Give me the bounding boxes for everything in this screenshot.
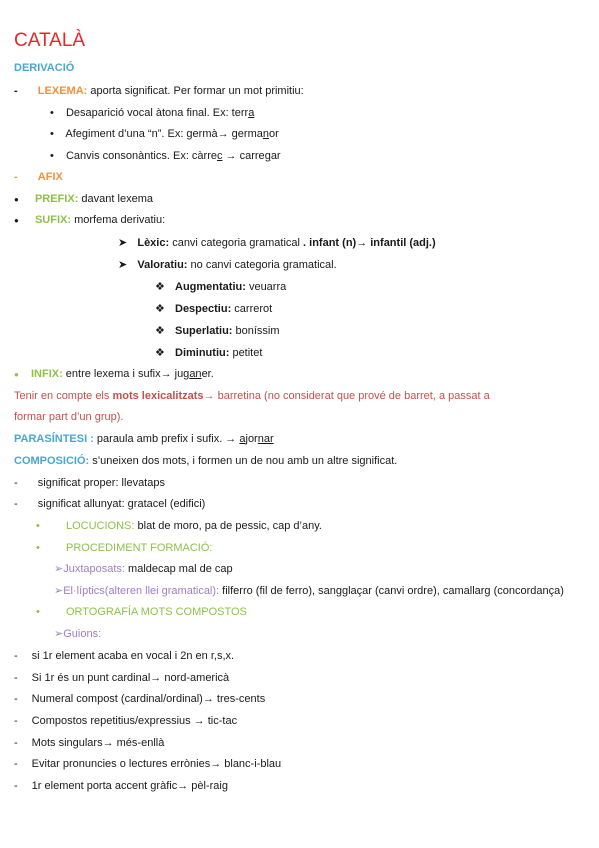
diamond-bullet-icon: ❖ bbox=[155, 347, 165, 359]
bullet-dot-icon: • bbox=[36, 520, 40, 532]
heading-derivacio: DERIVACIÓ bbox=[14, 62, 75, 74]
afix-label: AFIX bbox=[37, 171, 63, 183]
list-item: ❖ Augmentatiu: veuarra bbox=[155, 281, 287, 293]
dash-marker: - bbox=[14, 672, 18, 684]
bullet-dot-icon: ● bbox=[14, 370, 19, 379]
page-title: CATALÀ bbox=[14, 30, 86, 51]
list-item: ❖ Superlatiu: boníssim bbox=[155, 325, 280, 337]
lexic-line: ➤ Lèxic: canvi categoria gramatical . infant (n)→ infantil (adj.) bbox=[118, 237, 436, 249]
list-item: • Desaparició vocal àtona final. Ex: terra bbox=[50, 107, 255, 119]
guions-line: ➢Guions: bbox=[54, 628, 102, 640]
infix-line: ● INFIX: entre lexema i sufix→ juganer. bbox=[14, 368, 214, 380]
note-line-1: Tenir en compte els mots lexicalitzats→ barretina (no considerat que prové de barret, a passat a bbox=[14, 390, 490, 402]
valoratiu-line: ➤ Valoratiu: no canvi categoria gramatical. bbox=[118, 259, 337, 271]
dash-marker: - bbox=[14, 693, 18, 705]
dash-marker: - bbox=[14, 715, 18, 727]
arrow-bullet-icon: ➢ bbox=[54, 585, 64, 597]
sufix-label: SUFIX: bbox=[34, 214, 72, 226]
list-item: - significat allunyat: gratacel (edifici) bbox=[14, 498, 206, 510]
afix-line bbox=[14, 170, 63, 184]
sufix-line: ● SUFIX: morfema derivatiu: bbox=[14, 214, 166, 226]
dash-marker: - bbox=[14, 780, 18, 792]
dash-marker: - bbox=[14, 737, 18, 749]
parasintesi-line: PARASÍNTESI : paraula amb prefix i sufix. → ajornar bbox=[14, 433, 274, 445]
list-item: • Canvis consonàntics. Ex: càrrec → carregar bbox=[50, 150, 281, 162]
list-item: • Afegiment d’una “n”. Ex: germà→ germanor bbox=[50, 128, 279, 140]
bullet-dot-icon: • bbox=[50, 107, 54, 119]
lexema-label: LEXEMA: bbox=[37, 85, 88, 97]
arrow-bullet-icon: ➤ bbox=[118, 237, 128, 249]
dash-marker: - bbox=[14, 498, 18, 510]
bullet-dot-icon: • bbox=[50, 128, 54, 140]
bullet-dot-icon: • bbox=[36, 606, 40, 618]
list-item: - Mots singulars→ més-enllà bbox=[14, 737, 165, 749]
procediment-line: • PROCEDIMENT FORMACIÓ: bbox=[36, 542, 213, 554]
elliptics-line: ➢El·líptics(alteren llei gramatical): filferro (fil de ferro), sangglaçar (canvi ordre), camallarg (concordança) bbox=[54, 585, 564, 597]
diamond-bullet-icon: ❖ bbox=[155, 281, 165, 293]
note-line-2: formar part d’un grup). bbox=[14, 411, 124, 423]
prefix-line: ● PREFIX: davant lexema bbox=[14, 193, 153, 205]
diamond-bullet-icon: ❖ bbox=[155, 303, 165, 315]
diamond-bullet-icon: ❖ bbox=[155, 325, 165, 337]
lexema-line bbox=[14, 84, 304, 98]
infix-label: INFIX: bbox=[30, 368, 63, 380]
bullet-dot-icon: ● bbox=[14, 195, 19, 204]
dash-marker: - bbox=[14, 85, 18, 97]
composicio-line: COMPOSICIÓ: s’uneixen dos mots, i formen un de nou amb un altre significat. bbox=[14, 455, 398, 467]
bullet-dot-icon: • bbox=[50, 150, 54, 162]
list-item: - Numeral compost (cardinal/ordinal)→ tres-cents bbox=[14, 693, 266, 705]
dash-marker: - bbox=[14, 758, 18, 770]
dash-marker: - bbox=[14, 171, 18, 183]
list-item: ❖ Despectiu: carrerot bbox=[155, 303, 273, 315]
list-item: - Si 1r és un punt cardinal→ nord-americà bbox=[14, 672, 230, 684]
list-item: - Evitar pronuncies o lectures errònies→ blanc-i-blau bbox=[14, 758, 282, 770]
arrow-bullet-icon: ➢ bbox=[54, 563, 64, 575]
bullet-dot-icon: • bbox=[36, 542, 40, 554]
list-item: ❖ Diminutiu: petitet bbox=[155, 347, 263, 359]
prefix-label: PREFIX: bbox=[34, 193, 79, 205]
arrow-bullet-icon: ➢ bbox=[54, 628, 64, 640]
list-item: - Compostos repetitius/expressius → tic-tac bbox=[14, 715, 238, 727]
list-item: - si 1r element acaba en vocal i 2n en r,s,x. bbox=[14, 650, 235, 662]
parasintesi-label: PARASÍNTESI : bbox=[14, 433, 94, 445]
juxtaposats-line: ➢Juxtaposats: maldecap mal de cap bbox=[54, 563, 233, 575]
list-item: - 1r element porta accent gràfic→ pèl-raig bbox=[14, 780, 228, 792]
dash-marker: - bbox=[14, 650, 18, 662]
list-item: - significat proper: llevataps bbox=[14, 477, 165, 489]
arrow-bullet-icon: ➤ bbox=[118, 259, 128, 271]
composicio-label: COMPOSICIÓ: bbox=[14, 455, 90, 467]
locucions-line: • LOCUCIONS: blat de moro, pa de pessic, cap d’any. bbox=[36, 520, 322, 532]
dash-marker: - bbox=[14, 477, 18, 489]
ortografia-line: • ORTOGRAFÍA MOTS COMPOSTOS bbox=[36, 606, 247, 618]
bullet-dot-icon: ● bbox=[14, 216, 19, 225]
lexema-text: aporta significat. Per formar un mot primitiu: bbox=[87, 85, 304, 97]
